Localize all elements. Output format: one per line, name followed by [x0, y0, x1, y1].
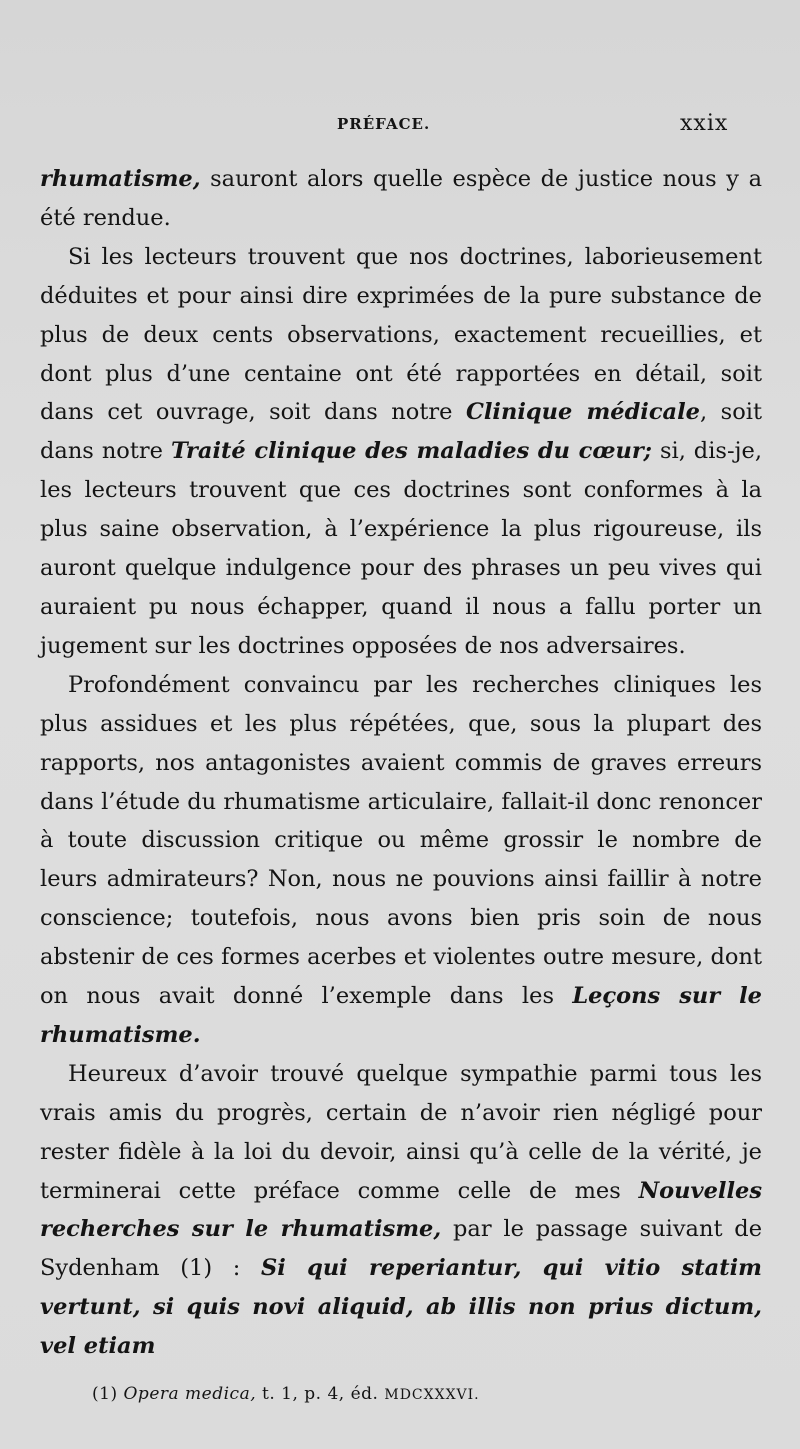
paragraph	[40, 160, 762, 238]
text-run: sauront alors quelle espèce de justice nous y a été rendue.	[40, 166, 762, 231]
paragraph	[40, 666, 762, 1055]
body-text	[40, 160, 762, 1366]
page-number: xxix	[680, 111, 729, 136]
text-run: si, dis-je, les lecteurs trouvent que ces doctrines sont conformes à la plus saine observation, à l’expérience la plus rigoureuse, ils auront quelque indulgence pour des phrases un peu vives qui auraient pu nous échapper, quand il nous a fallu porter un jugement sur les doctrines opposées de nos adversaires.	[40, 438, 762, 659]
footnote-edition: MDCXXXVI.	[384, 1387, 480, 1403]
footnote-marker: (1)	[92, 1384, 118, 1404]
italic-text: Leçons sur le rhumatisme.	[40, 983, 762, 1048]
paragraph	[40, 1055, 762, 1366]
paragraph	[40, 238, 762, 666]
footnote	[92, 1384, 480, 1404]
text-run: Profondément convaincu par les recherches cliniques les plus assidues et les plus répétées, que, sous la plupart des rapports, nos antagonistes avaient commis de graves erreurs dans l’étude du rhumatisme articulaire, fallait-il donc renoncer à toute discussion critique ou même grossir le nombre de leurs admirateurs? Non, nous ne pouvions ainsi faillir à notre conscience; toutefois, nous avons bien pris soin de nous abstenir de ces formes acerbes et violentes outre mesure, dont on nous avait donné l’exemple dans les	[40, 671, 762, 1010]
text-run: , soit dans notre	[40, 399, 762, 465]
italic-text: Clinique médicale	[465, 399, 700, 426]
italic-text: Traité clinique des maladies du cœur;	[170, 438, 652, 465]
text-run: Heureux d’avoir trouvé quelque sympathie parmi tous les vrais amis du progrès, certain de n’avoir rien négligé pour rester fidèle à la loi du devoir, ainsi qu’à celle de la vérité, je terminerai cette préface comme celle de mes	[40, 1060, 762, 1204]
footnote-title: Opera medica,	[123, 1384, 257, 1404]
text-run: par le passage suivant de Sydenham (1) :	[40, 1216, 763, 1282]
italic-text: Si qui reperiantur, qui vitio statim vertunt, si quis novi aliquid, ab illis non prius dictum, vel etiam	[40, 1255, 762, 1360]
footnote-details: t. 1, p. 4, éd.	[262, 1384, 379, 1404]
italic-text: Nouvelles recherches sur le rhumatisme,	[40, 1177, 762, 1243]
running-title: PRÉFACE.	[337, 115, 431, 133]
italic-text: rhumatisme,	[40, 166, 201, 192]
text-run: Si les lecteurs trouvent que nos doctrines, laborieusement déduites et pour ainsi dire exprimées de la pure substance de plus de deux cents observations, exactement recueillies, et dont plus d’une centaine ont été rapportées en détail, soit dans cet ouvrage, soit dans notre	[40, 243, 762, 426]
page-header	[0, 111, 800, 145]
